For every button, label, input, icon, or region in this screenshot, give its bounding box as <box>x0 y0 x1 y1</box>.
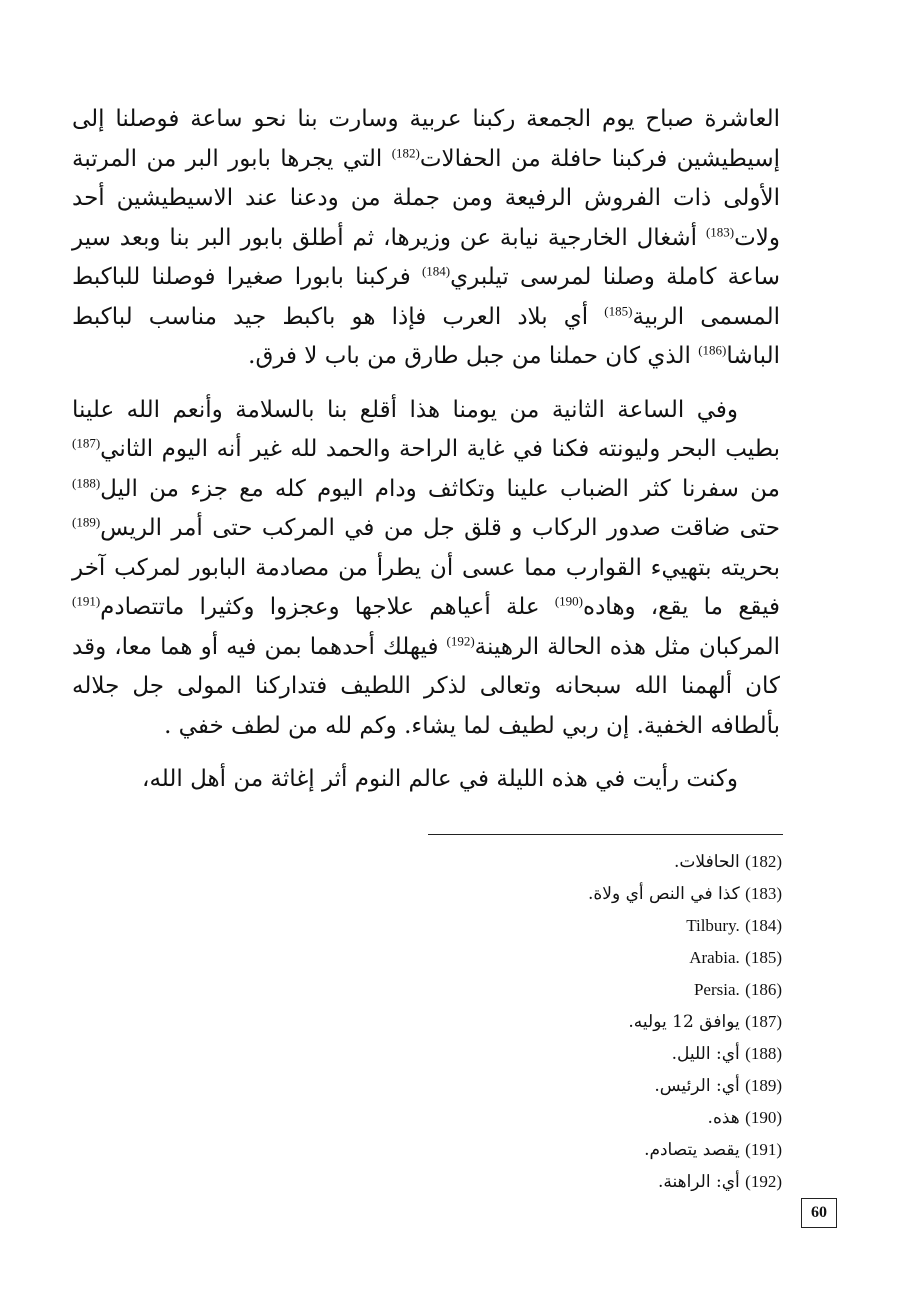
footnote-number: (185) <box>745 948 782 967</box>
footnote-number: (189) <box>745 1076 782 1095</box>
body-text-run: من سفرنا كثر الضباب علينا وتكاثف ودام اليوم كله مع جزء من اليل <box>100 475 780 502</box>
footnote-text: يقصد يتصادم. <box>644 1140 740 1160</box>
body-text-run: فيهلك أحدهما بمن فيه أو هما معا، وقد كان ألهمنا الله سبحانه وتعالى لذكر اللطيف فتداركنا المولى جل جلاله بألطافه الخفية. إن ربي لطيف لما يشاء. وكم لله من لطف خفي . <box>72 633 780 739</box>
footnote-reference: (182) <box>391 144 420 160</box>
footnote-separator <box>428 834 783 835</box>
footnote-text: يوافق 12 يوليه. <box>628 1012 740 1032</box>
footnote-text: Arabia. <box>689 948 740 967</box>
paragraph-3 <box>72 760 780 800</box>
footnote-text: أي: الرئيس. <box>654 1076 740 1096</box>
footnote-number: (187) <box>745 1012 782 1031</box>
page-number: 60 <box>801 1198 837 1228</box>
paragraph-1 <box>72 100 780 377</box>
footnote-item <box>282 974 782 1006</box>
footnote-item <box>282 846 782 878</box>
footnote-text: أي: الليل. <box>671 1044 740 1064</box>
footnote-number: (192) <box>745 1172 782 1191</box>
body-text-run: العاشرة صباح يوم الجمعة ركبنا عربية وسارت بنا نحو ساعة فوصلنا إلى إسيطيشين فركبنا حافلة من الحفالات <box>72 106 780 172</box>
footnote-reference: (187) <box>72 435 101 451</box>
footnote-reference: (191) <box>72 593 101 609</box>
footnotes-list <box>282 846 782 1198</box>
footnote-number: (188) <box>745 1044 782 1063</box>
footnote-number: (191) <box>745 1140 782 1159</box>
footnote-text: هذه. <box>707 1108 740 1128</box>
footnote-item <box>282 1038 782 1070</box>
footnote-item <box>282 942 782 974</box>
footnote-text: أي: الراهنة. <box>657 1172 740 1192</box>
body-text-run: الذي كان حملنا من جبل طارق من باب لا فرق. <box>248 343 699 369</box>
body-text-run: أشغال الخارجية نيابة عن وزيرها، ثم أطلق بابور البر بنا وبعد سير ساعة كاملة وصلنا لمرسى تيلبري <box>72 224 780 290</box>
footnote-number: (190) <box>745 1108 782 1127</box>
footnote-number: (183) <box>745 884 782 903</box>
main-text <box>72 100 780 814</box>
footnote-reference: (184) <box>421 263 451 279</box>
footnote-number: (184) <box>745 916 782 935</box>
body-text-run: وكنت رأيت في هذه الليلة في عالم النوم أثر إغاثة من أهل الله، <box>142 766 738 792</box>
footnote-item <box>282 1134 782 1166</box>
body-text-run: التي يجرها بابور البر من المرتبة الأولى ذات الفروش الرفيعة ومن جملة من ودعنا عند الاسيطيشين أحد ولات <box>72 145 780 251</box>
body-text-run: فركبنا بابورا صغيرا فوصلنا للباكبط المسمى الربية <box>72 264 780 330</box>
body-text-run: بحريته بتهييء القوارب مما عسى أن يطرأ من مصادمة البابور لمركب آخر فيقع ما يقع، وهاده <box>72 554 781 620</box>
footnote-item <box>282 910 782 942</box>
footnote-reference: (188) <box>72 474 101 490</box>
footnote-text: كذا في النص أي ولاة. <box>587 884 740 904</box>
footnote-reference: (192) <box>446 632 475 648</box>
paragraph-2 <box>72 391 780 747</box>
body-text-run: وفي الساعة الثانية من يومنا هذا أقلع بنا بالسلامة وأنعم الله علينا بطيب البحر وليونته فكنا في غاية الراحة والحمد لله غير أنه اليوم الثاني <box>72 396 780 462</box>
footnote-number: (182) <box>745 852 782 871</box>
footnote-text: Persia. <box>693 980 740 999</box>
footnote-text: Tilbury. <box>686 916 740 935</box>
body-text-run: علة أعياهم علاجها وعجزوا وكثيرا ماتتصادم <box>100 594 555 620</box>
footnote-item <box>282 1102 782 1134</box>
footnote-reference: (190) <box>554 593 584 609</box>
footnote-item <box>282 1006 782 1038</box>
body-text-run: حتى ضاقت صدور الركاب و قلق جل من في المركب حتى أمر الريس <box>100 515 780 541</box>
footnote-reference: (183) <box>705 223 735 239</box>
body-text-run: المركبان مثل هذه الحالة الرهينة <box>474 633 781 660</box>
footnote-reference: (186) <box>698 342 727 358</box>
body-text-run: أي بلاد العرب فإذا هو باكبط جيد مناسب لباكبط الباشا <box>72 303 780 369</box>
footnote-item <box>282 878 782 910</box>
footnote-number: (186) <box>745 980 782 999</box>
footnote-text: الحافلات. <box>674 852 740 872</box>
footnote-item <box>282 1070 782 1102</box>
footnote-reference: (185) <box>604 302 633 318</box>
footnote-reference: (189) <box>72 514 101 530</box>
footnote-item <box>282 1166 782 1198</box>
